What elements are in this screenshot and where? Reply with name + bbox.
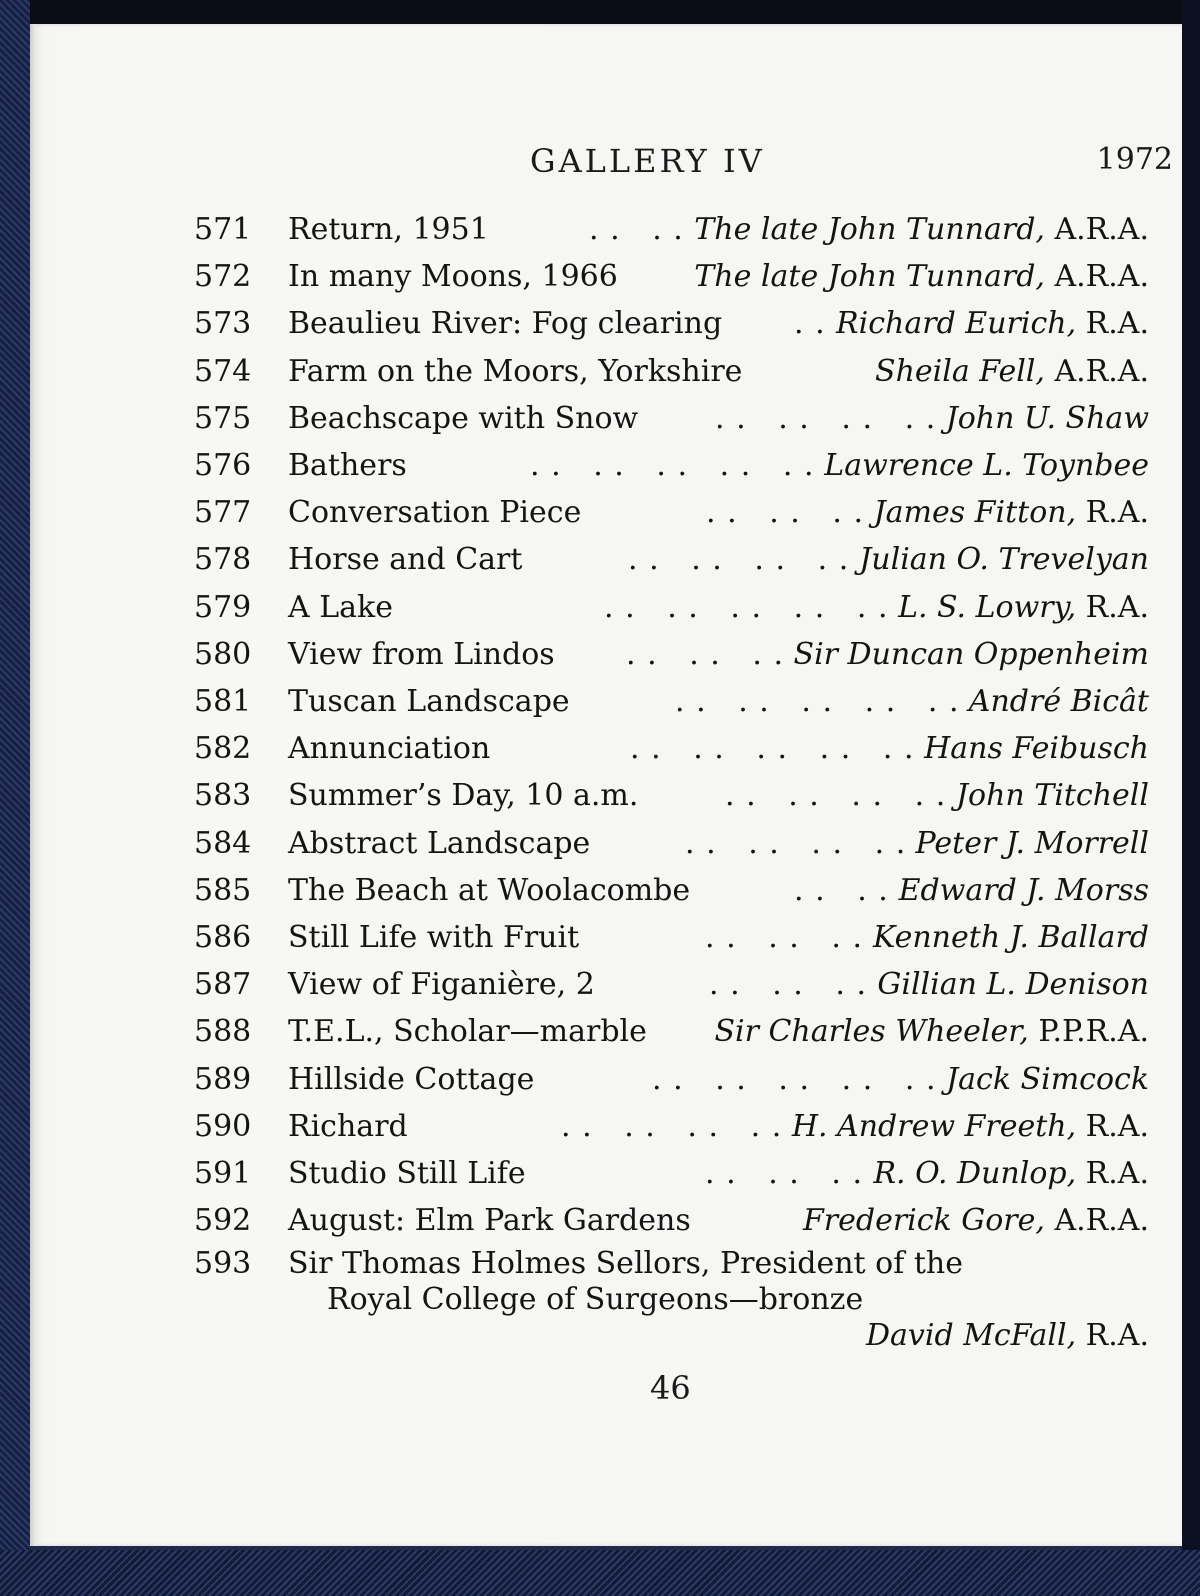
entry-number: 577 [194,495,252,531]
entry-number: 572 [194,259,252,295]
entry-number: 581 [194,684,252,719]
entry-title: View of Figanière, 2 [288,967,595,1003]
artist-honours: P.P.R.A. [1028,1014,1149,1050]
catalogue-entry-583 [30,778,1182,825]
entry-number: 574 [194,353,252,389]
catalogue-entry-574 [30,354,1182,401]
entry-number: 576 [194,448,252,483]
entry-title-continued: Royal College of Surgeons—bronze [327,1282,864,1317]
leader-dots: . . . . . . [705,1156,864,1191]
entry-artist [946,401,1149,436]
entry-artist [924,731,1149,766]
entry-title: Summer’s Day, 10 a.m. [288,778,639,814]
catalogue-page [30,24,1182,1546]
entry-title: Studio Still Life [288,1156,526,1191]
artist-name: André Bicât [968,684,1149,719]
entry-artist [824,448,1149,483]
entry-artist [792,1109,1149,1144]
entry-number: 579 [194,589,252,625]
leader-dots: . . . . . . [706,495,865,531]
artist-honours: R.A. [1076,306,1149,342]
book-cover-right [1182,0,1200,1596]
book-cover-bottom [0,1550,1200,1596]
catalogue-entry-592 [30,1203,1182,1250]
catalogue-entry-582 [30,731,1182,778]
leader-dots: . . . . . . . . [685,825,907,861]
catalogue-entry-581 [30,684,1182,731]
artist-honours: R.A. [1076,1156,1149,1191]
artist-honours: R.A. [1076,589,1149,625]
entry-title: Sir Thomas Holmes Sellors, President of the [288,1246,963,1281]
catalogue-entry-572 [30,259,1182,306]
entry-title: Bathers [288,448,407,483]
artist-name: Sheila Fell, [875,353,1045,389]
gallery-heading: GALLERY IV [530,142,765,180]
entry-title: Still Life with Fruit [288,920,580,955]
entry-number: 590 [194,1108,252,1144]
entry-number: 583 [194,778,252,814]
entry-number: 582 [194,731,252,767]
entry-number: 578 [194,542,252,578]
entry-title: Abstract Landscape [288,825,591,861]
entry-artist [899,873,1149,908]
artist-honours: R.A. [1076,1108,1149,1144]
entry-artist [859,542,1149,577]
artist-honours: A.R.A. [1044,212,1149,247]
entry-artist [694,212,1149,247]
leader-dots: . . . . . . . . . . [530,448,815,483]
entry-title: Beaulieu River: Fog clearing [288,306,723,342]
entry-artist [714,1014,1149,1049]
entry-title: In many Moons, 1966 [288,259,618,295]
entry-artist [803,1203,1149,1238]
entry-title: Richard [288,1108,408,1144]
artist-name: David McFall, [865,1318,1077,1353]
entry-artist [866,1318,1149,1353]
entry-number: 591 [194,1156,252,1191]
entry-number: 575 [194,400,252,436]
entry-number: 580 [194,636,252,672]
artist-name: Hans Feibusch [924,731,1149,767]
entry-artist [898,590,1149,625]
catalogue-entry-585 [30,873,1182,920]
entry-artist [969,684,1149,719]
entry-title: Farm on the Moors, Yorkshire [288,353,743,389]
artist-name: L. S. Lowry, [898,589,1077,625]
leader-dots: . . . . . . [626,636,785,672]
artist-name: Jack Simcock [946,1061,1149,1097]
artist-name: Julian O. Trevelyan [859,542,1149,578]
catalogue-entry-580 [30,637,1182,684]
entry-number: 588 [194,1014,252,1050]
artist-honours: A.R.A. [1044,1203,1149,1239]
artist-name: The late John Tunnard, [694,212,1045,247]
catalogue-entry-579 [30,590,1182,637]
entry-number: 573 [194,306,252,342]
artist-honours: A.R.A. [1044,353,1149,389]
year-heading: 1972 [1096,142,1173,177]
catalogue-entry-589 [30,1062,1182,1109]
entry-title: Annunciation [288,731,491,767]
entry-title: Horse and Cart [288,542,523,578]
catalogue-entry-573 [30,306,1182,353]
artist-name: John U. Shaw [945,400,1149,436]
leader-dots: . . . . . . . . . . [630,731,915,767]
entry-artist [694,259,1149,294]
leader-dots: . . . . . . . . [725,778,947,814]
entry-artist [956,778,1149,813]
leader-dots: . . . . . . . . . . [652,1061,937,1097]
catalogue-entry-584 [30,826,1182,873]
entry-number: 587 [194,967,252,1003]
catalogue-entry-576 [30,448,1182,495]
artist-name: Gillian L. Denison [877,967,1149,1003]
artist-honours: R.A. [1076,1318,1149,1353]
entry-title: Return, 1951 [288,212,489,247]
page-number: 46 [650,1369,691,1407]
entry-number: 585 [194,872,252,908]
leader-dots: . . . . . . . . [628,542,850,578]
entry-artist [877,967,1149,1002]
artist-name: H. Andrew Freeth, [791,1108,1077,1144]
entry-artist [873,920,1149,955]
leader-dots: . . . . . . . . . . [604,589,889,625]
artist-name: Sir Charles Wheeler, [714,1014,1029,1050]
entry-title: T.E.L., Scholar—marble [288,1014,647,1050]
artist-name: Kenneth J. Ballard [873,920,1149,955]
entry-title: Hillside Cottage [288,1061,535,1097]
catalogue-entry-578 [30,542,1182,589]
artist-name: Edward J. Morss [898,872,1149,908]
catalogue-entry-591 [30,1156,1182,1203]
entry-number: 586 [194,920,252,955]
entry-title: View from Lindos [288,636,555,672]
artist-name: The late John Tunnard, [694,259,1045,295]
artist-honours: A.R.A. [1044,259,1149,295]
leader-dots: . . . . [794,872,889,908]
leader-dots: . . . . . . [705,920,864,955]
catalogue-entry-586 [30,920,1182,967]
leader-dots: . . . . [589,212,684,247]
entry-number: 589 [194,1061,252,1097]
catalogue-entry-588 [30,1014,1182,1061]
entry-title: Tuscan Landscape [288,684,570,719]
artist-name: R. O. Dunlop, [873,1156,1077,1191]
entry-number: 593 [194,1246,252,1281]
catalogue-entry-575 [30,401,1182,448]
artist-name: Richard Eurich, [836,306,1077,342]
entry-artist [916,826,1149,861]
artist-name: Sir Duncan Oppenheim [793,636,1149,672]
entry-title: August: Elm Park Gardens [288,1203,691,1239]
entry-artist [794,637,1149,672]
catalogue-entry-587 [30,967,1182,1014]
entry-title: Beachscape with Snow [288,400,639,436]
leader-dots: . . . . . . . . . . [675,684,960,719]
leader-dots: . . . . . . [709,967,868,1003]
entry-number: 571 [194,212,252,247]
leader-dots: . . [794,306,826,342]
artist-honours: R.A. [1076,495,1149,531]
entry-number: 584 [194,825,252,861]
artist-name: John Titchell [956,778,1149,814]
entry-title: A Lake [288,589,393,625]
book-cover-left [0,0,30,1596]
leader-dots: . . . . . . . . [561,1108,783,1144]
entry-title: The Beach at Woolacombe [288,872,691,908]
entry-artist [875,354,1149,389]
entry-artist [946,1062,1149,1097]
entry-title: Conversation Piece [288,495,582,531]
entry-number: 592 [194,1203,252,1239]
entry-artist [873,1156,1149,1191]
entry-artist [874,495,1149,530]
artist-name: James Fitton, [873,495,1077,531]
entry-artist [836,306,1149,341]
catalogue-entry-590 [30,1109,1182,1156]
catalogue-entry-571 [30,212,1182,259]
catalogue-entry-577 [30,495,1182,542]
leader-dots: . . . . . . . . [715,400,937,436]
artist-name: Lawrence L. Toynbee [824,448,1149,483]
artist-name: Frederick Gore, [802,1203,1045,1239]
artist-name: Peter J. Morrell [915,825,1149,861]
